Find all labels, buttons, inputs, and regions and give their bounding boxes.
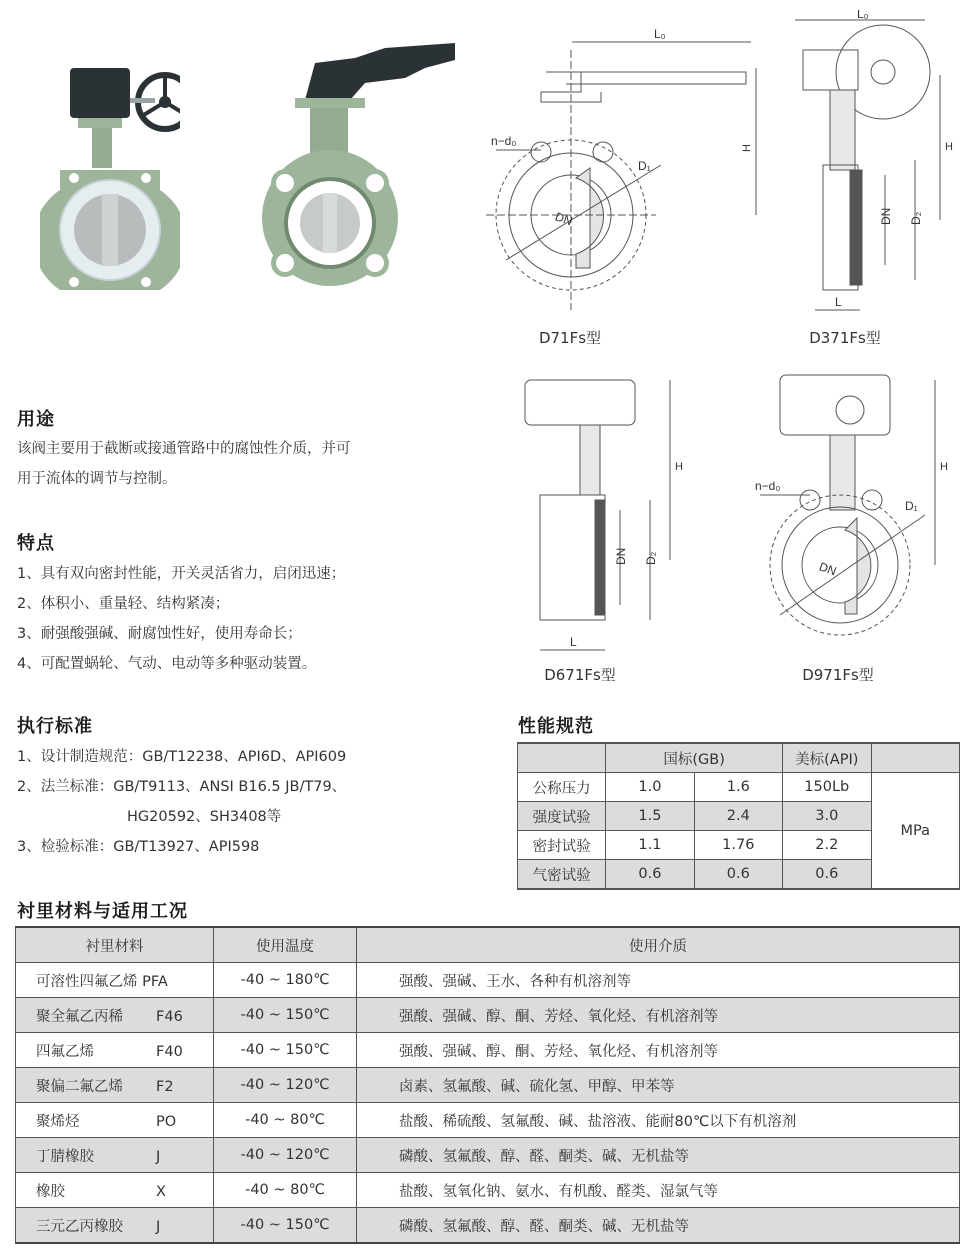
media-cell: 强酸、强碱、醇、酮、芳烃、氧化烃、有机溶剂等 <box>357 998 960 1033</box>
svg-text:L: L <box>570 635 577 649</box>
performance-row <box>518 773 960 802</box>
svg-text:DN: DN <box>817 559 839 579</box>
usage-line: 用于流体的调节与控制。 <box>17 471 177 487</box>
svg-text:L: L <box>835 295 842 309</box>
svg-text:DN: DN <box>879 207 893 225</box>
diagram-d971fs <box>755 370 965 660</box>
features-list <box>17 559 437 679</box>
svg-text:DN: DN <box>614 547 628 565</box>
row-label: 公称压力 <box>518 773 606 802</box>
svg-text:H: H <box>945 141 953 153</box>
performance-header-api: 美标(API) <box>783 743 872 773</box>
api-value: 150Lb <box>783 773 872 802</box>
standards-list <box>17 742 437 862</box>
lining-row <box>16 1138 960 1173</box>
lining-row <box>16 1033 960 1068</box>
media-cell: 磷酸、氢氟酸、醇、醛、酮类、碱、无机盐等 <box>357 1138 960 1173</box>
diagram-d71fs <box>486 10 766 320</box>
performance-header-gb: 国标(GB) <box>606 743 783 773</box>
material-name: 丁腈橡胶 <box>36 1148 94 1165</box>
media-cell: 盐酸、稀硫酸、氢氟酸、碱、盐溶液、能耐80℃以下有机溶剂 <box>357 1103 960 1138</box>
standard-item: 3、检验标准：GB/T13927、API598 <box>17 839 260 855</box>
row-label: 强度试验 <box>518 802 606 831</box>
diagram-d671fs <box>510 370 690 660</box>
material-cell <box>16 1138 214 1173</box>
media-cell: 强酸、强碱、王水、各种有机溶剂等 <box>357 963 960 998</box>
svg-text:L₀: L₀ <box>654 27 666 41</box>
lining-row <box>16 1068 960 1103</box>
material-code: F2 <box>156 1078 174 1095</box>
svg-text:D₂: D₂ <box>909 211 923 225</box>
material-name: 三元乙丙橡胶 <box>36 1218 123 1235</box>
svg-text:H: H <box>741 144 753 152</box>
svg-text:D₁: D₁ <box>905 499 918 513</box>
diagram-d371fs <box>795 10 965 320</box>
standard-item: 1、设计制造规范：GB/T12238、API6D、API609 <box>17 749 347 765</box>
material-cell <box>16 1103 214 1138</box>
lining-title: 衬里材料与适用工况 <box>17 901 188 922</box>
gb-value: 1.0 <box>606 773 694 802</box>
material-code: PFA <box>142 973 168 990</box>
usage-text <box>17 434 417 494</box>
temperature-cell: -40 ~ 120℃ <box>214 1138 357 1173</box>
svg-text:H: H <box>940 461 948 473</box>
diagram-caption-d371fs: D371Fs型 <box>809 329 881 347</box>
media-cell: 磷酸、氢氟酸、醇、醛、酮类、碱、无机盐等 <box>357 1208 960 1244</box>
api-value: 2.2 <box>783 831 872 860</box>
gb-value: 2.4 <box>694 802 782 831</box>
media-cell: 卤素、氢氟酸、碱、硫化氢、甲醇、甲苯等 <box>357 1068 960 1103</box>
material-code: F40 <box>156 1043 183 1060</box>
material-cell <box>16 963 214 998</box>
material-cell <box>16 1173 214 1208</box>
header-media: 使用介质 <box>357 927 960 963</box>
temperature-cell: -40 ~ 150℃ <box>214 1033 357 1068</box>
material-name: 四氟乙烯 <box>36 1043 94 1060</box>
header-temperature: 使用温度 <box>214 927 357 963</box>
diagram-caption-d671fs: D671Fs型 <box>544 666 616 684</box>
material-code: X <box>156 1183 166 1200</box>
lining-header-row <box>16 927 960 963</box>
svg-text:DN: DN <box>553 209 575 229</box>
performance-header-blank <box>518 743 606 773</box>
gb-value: 0.6 <box>694 860 782 890</box>
diagram-caption-d971fs: D971Fs型 <box>802 666 874 684</box>
svg-text:H: H <box>675 461 683 473</box>
material-name: 可溶性四氟乙烯 <box>36 973 138 990</box>
product-photo-lever-valve <box>255 38 460 300</box>
product-photo-worm-gear-valve <box>40 30 180 300</box>
material-cell <box>16 1068 214 1103</box>
material-name: 聚全氟乙丙稀 <box>36 1008 123 1025</box>
material-code: F46 <box>156 1008 183 1025</box>
lining-row <box>16 1103 960 1138</box>
svg-text:L₀: L₀ <box>857 10 869 21</box>
material-code: J <box>156 1218 161 1235</box>
gb-value: 1.6 <box>694 773 782 802</box>
media-cell: 强酸、强碱、醇、酮、芳烃、氧化烃、有机溶剂等 <box>357 1033 960 1068</box>
material-name: 聚偏二氟乙烯 <box>36 1078 123 1095</box>
temperature-cell: -40 ~ 150℃ <box>214 1208 357 1244</box>
performance-header-row <box>518 743 960 773</box>
material-cell <box>16 998 214 1033</box>
api-value: 0.6 <box>783 860 872 890</box>
material-cell <box>16 1208 214 1244</box>
svg-text:D₁: D₁ <box>638 159 651 173</box>
lining-row <box>16 1173 960 1208</box>
feature-item: 3、耐强酸强碱、耐腐蚀性好，使用寿命长； <box>17 626 302 642</box>
unit-cell: MPa <box>871 773 959 890</box>
row-label: 密封试验 <box>518 831 606 860</box>
performance-header-unit <box>871 743 959 773</box>
usage-line: 该阀主要用于截断或接通管路中的腐蚀性介质，并可 <box>17 441 351 457</box>
temperature-cell: -40 ~ 150℃ <box>214 998 357 1033</box>
lining-table <box>15 926 960 1244</box>
material-cell <box>16 1033 214 1068</box>
feature-item: 4、可配置蜗轮、气动、电动等多种驱动装置。 <box>17 656 317 672</box>
svg-text:n−d₀: n−d₀ <box>755 479 781 493</box>
gb-value: 1.1 <box>606 831 694 860</box>
standards-title: 执行标准 <box>17 716 93 737</box>
svg-text:n−d₀: n−d₀ <box>491 134 517 148</box>
feature-item: 2、体积小、重量轻、结构紧凑； <box>17 596 230 612</box>
gb-value: 1.76 <box>694 831 782 860</box>
standard-item-continued: HG20592、SH3408等 <box>127 809 282 825</box>
performance-table <box>517 742 960 890</box>
feature-item: 1、具有双向密封性能，开关灵活省力，启闭迅速； <box>17 566 346 582</box>
temperature-cell: -40 ~ 80℃ <box>214 1103 357 1138</box>
gb-value: 0.6 <box>606 860 694 890</box>
row-label: 气密试验 <box>518 860 606 890</box>
material-name: 橡胶 <box>36 1183 65 1200</box>
material-name: 聚烯烃 <box>36 1113 80 1130</box>
lining-row <box>16 963 960 998</box>
usage-title: 用途 <box>17 409 55 430</box>
media-cell: 盐酸、氢氧化钠、氨水、有机酸、醛类、湿氯气等 <box>357 1173 960 1208</box>
diagram-caption-d71fs: D71Fs型 <box>538 329 602 347</box>
header-material: 衬里材料 <box>16 927 214 963</box>
material-code: PO <box>156 1113 177 1130</box>
temperature-cell: -40 ~ 180℃ <box>214 963 357 998</box>
gb-value: 1.5 <box>606 802 694 831</box>
lining-row <box>16 998 960 1033</box>
lining-row <box>16 1208 960 1244</box>
temperature-cell: -40 ~ 120℃ <box>214 1068 357 1103</box>
features-title: 特点 <box>17 533 55 554</box>
temperature-cell: -40 ~ 80℃ <box>214 1173 357 1208</box>
api-value: 3.0 <box>783 802 872 831</box>
svg-text:D₂: D₂ <box>644 551 658 565</box>
material-code: J <box>156 1148 161 1165</box>
performance-title: 性能规范 <box>518 716 594 737</box>
standard-item: 2、法兰标准：GB/T9113、ANSI B16.5 JB/T79、 <box>17 779 347 795</box>
